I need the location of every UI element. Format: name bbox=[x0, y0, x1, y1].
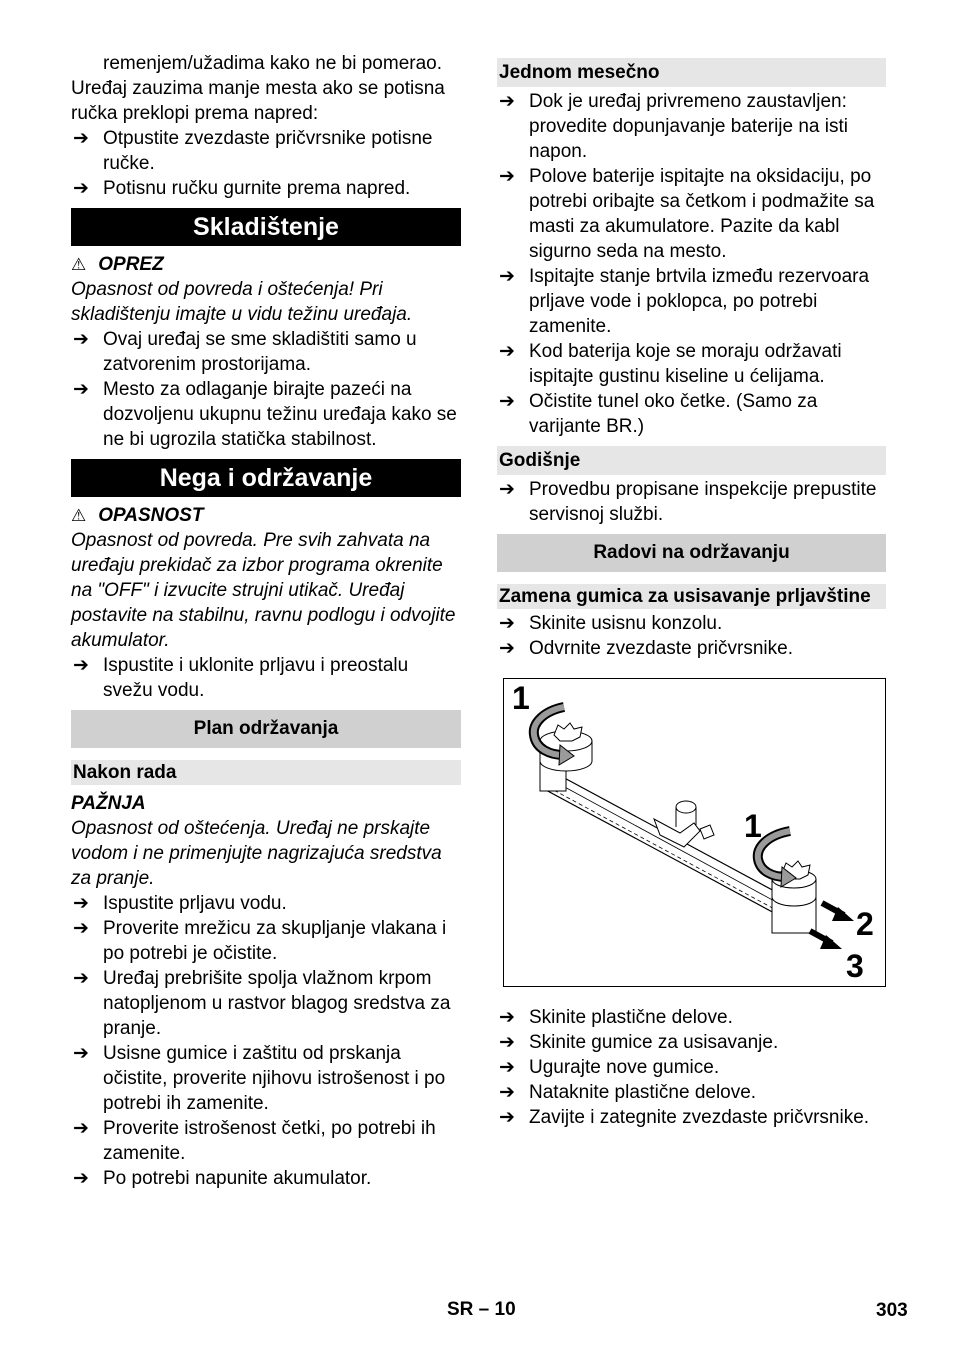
list-item: ➔ Zavijte i zategnite zvezdaste pričvrsnike. bbox=[499, 1107, 870, 1128]
arrow-right-icon: ➔ bbox=[73, 893, 89, 914]
arrow-right-icon: ➔ bbox=[73, 1168, 89, 1189]
arrow-right-icon: ➔ bbox=[73, 178, 89, 199]
list-item: ➔ Po potrebi napunite akumulator. bbox=[73, 1168, 372, 1189]
step-label-2: 2 bbox=[856, 906, 874, 942]
caution-text: Opasnost od povreda i oštećenja! Pri skladištenju imajte u vidu težinu uređaja. bbox=[71, 279, 413, 325]
caution-label: ⚠ OPREZ bbox=[71, 254, 164, 275]
arrow-right-icon: ➔ bbox=[73, 918, 89, 939]
attention-label: PAŽNJA bbox=[71, 793, 146, 814]
arrow-right-icon: ➔ bbox=[73, 128, 89, 149]
arrow-right-icon: ➔ bbox=[499, 166, 515, 187]
list-item: ➔ Skinite usisnu konzolu. bbox=[499, 613, 723, 634]
arrow-right-icon: ➔ bbox=[499, 391, 515, 412]
list-item: ➔ Ispustite i uklonite prljavu i preostalu svežu vodu. bbox=[73, 655, 409, 701]
arrow-right-icon: ➔ bbox=[499, 479, 515, 500]
arrow-right-icon: ➔ bbox=[499, 1107, 515, 1128]
list-item: ➔ Očistite tunel oko četke. (Samo za varijante BR.) bbox=[499, 391, 818, 437]
arrow-right-icon: ➔ bbox=[73, 1043, 89, 1064]
list-item: ➔ Ispustite prljavu vodu. bbox=[73, 893, 287, 914]
arrow-right-icon: ➔ bbox=[499, 613, 515, 634]
list-item: ➔ Dok je uređaj privremeno zaustavljen: provedite dopunjavanje baterije na isti napon. bbox=[499, 91, 848, 162]
list-item: ➔ Odvrnite zvezdaste pričvrsnike. bbox=[499, 638, 793, 659]
footer-section-label: SR – 10 bbox=[447, 1299, 516, 1320]
subheading-monthly: Jednom mesečno bbox=[497, 58, 886, 87]
arrow-right-icon: ➔ bbox=[499, 266, 515, 287]
attention-text: Opasnost od oštećenja. Uređaj ne prskajte vodom i ne primenjujte nagrizajuća sredstva za pranje. bbox=[71, 818, 442, 889]
arrow-right-icon: ➔ bbox=[499, 1082, 515, 1103]
intro-continuation: remenjem/užadima kako ne bi pomerao. bbox=[103, 53, 443, 74]
step-label-3: 3 bbox=[846, 948, 864, 984]
subheading-replace-squeegee: Zamena gumica za usisavanje prljavštine bbox=[497, 584, 886, 609]
list-item: ➔ Proverite mrežicu za skupljanje vlakana i po potrebi je očistite. bbox=[73, 918, 447, 964]
list-item: ➔ Ispitajte stanje brtvila između rezervoara prljave vode i poklopca, po potrebi zamenite. bbox=[499, 266, 870, 337]
list-item: ➔ Ovaj uređaj se sme skladištiti samo u zatvorenim prostorijama. bbox=[73, 329, 417, 375]
list-item: ➔ Provedbu propisane inspekcije prepustite servisnoj službi. bbox=[499, 479, 877, 525]
section-heading-storage: Skladištenje bbox=[71, 208, 461, 246]
list-item: ➔ Proverite istrošenost četki, po potrebi ih zamenite. bbox=[73, 1118, 436, 1164]
arrow-right-icon: ➔ bbox=[499, 1007, 515, 1028]
subsection-heading-works: Radovi na održavanju bbox=[497, 534, 886, 572]
arrow-right-icon: ➔ bbox=[73, 379, 89, 400]
warning-triangle-icon: ⚠ bbox=[71, 255, 87, 274]
list-item: ➔ Potisnu ručku gurnite prema napred. bbox=[73, 178, 411, 199]
step-label-1a: 1 bbox=[512, 680, 530, 716]
list-item: ➔ Mesto za odlaganje birajte pazeći na dozvoljenu ukupnu težinu uređaja kako se ne bi ugrozila statička stabilnost. bbox=[73, 379, 457, 450]
left-column bbox=[71, 51, 461, 1191]
arrow-right-icon: ➔ bbox=[73, 1118, 89, 1139]
step-label-1b: 1 bbox=[744, 808, 762, 844]
danger-text: Opasnost od povreda. Pre svih zahvata na uređaju prekidač za izbor programa okrenite na "OFF" i izvucite strujni utikač. Uređaj postavite na stabilnu, ravnu podlogu i odvojite akumulator. bbox=[71, 530, 456, 651]
list-item: ➔ Skinite gumice za usisavanje. bbox=[499, 1032, 779, 1053]
arrow-right-icon: ➔ bbox=[73, 329, 89, 350]
squeegee-illustration bbox=[503, 678, 886, 987]
arrow-right-icon: ➔ bbox=[499, 638, 515, 659]
arrow-right-icon: ➔ bbox=[73, 968, 89, 989]
page-number: 303 bbox=[876, 1300, 908, 1321]
subheading-after-work: Nakon rada bbox=[71, 760, 461, 785]
subsection-heading-plan: Plan održavanja bbox=[71, 710, 461, 748]
arrow-right-icon: ➔ bbox=[499, 341, 515, 362]
arrow-right-icon: ➔ bbox=[73, 655, 89, 676]
arrow-right-icon: ➔ bbox=[499, 91, 515, 112]
subheading-yearly: Godišnje bbox=[497, 446, 886, 475]
list-item: ➔ Skinite plastične delove. bbox=[499, 1007, 733, 1028]
section-heading-care: Nega i održavanje bbox=[71, 459, 461, 497]
list-item: ➔ Ugurajte nove gumice. bbox=[499, 1057, 720, 1078]
warning-triangle-icon: ⚠ bbox=[71, 506, 87, 525]
right-column bbox=[497, 58, 886, 1130]
list-item: ➔ Otpustite zvezdaste pričvrsnike potisne ručke. bbox=[73, 128, 433, 174]
arrow-right-icon: ➔ bbox=[499, 1057, 515, 1078]
danger-label: ⚠ OPASNOST bbox=[71, 505, 204, 526]
list-item: ➔ Usisne gumice i zaštitu od prskanja očistite, proverite njihovu istrošenost i po potrebi ih zamenite. bbox=[73, 1043, 446, 1114]
intro-paragraph: Uređaj zauzima manje mesta ako se potisna ručka preklopi prema napred: bbox=[71, 78, 445, 124]
arrow-right-icon: ➔ bbox=[499, 1032, 515, 1053]
list-item: ➔ Kod baterija koje se moraju održavati ispitajte gustinu kiseline u ćelijama. bbox=[499, 341, 842, 387]
squeegee-drawing bbox=[504, 679, 885, 986]
list-item: ➔ Polove baterije ispitajte na oksidaciju, po potrebi oribajte sa četkom i podmažite sa masti za akumulatore. Pazite da kabl sigurno seda na mesto. bbox=[499, 166, 875, 262]
list-item: ➔ Nataknite plastične delove. bbox=[499, 1082, 757, 1103]
list-item: ➔ Uređaj prebrišite spolja vlažnom krpom natopljenom u rastvor blagog sredstva za pranje. bbox=[73, 968, 451, 1039]
